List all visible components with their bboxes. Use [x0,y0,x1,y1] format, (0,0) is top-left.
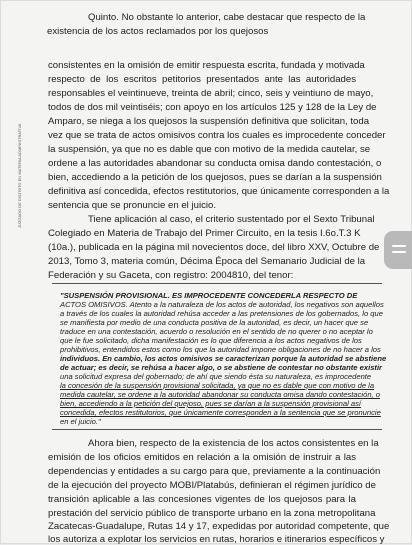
quote-top-rule [52,283,382,284]
text-line: (10a.), publicada en la página mil novecientos doce, del libro XXV, Octubre de [48,242,380,253]
text-line: emisión de los oficios emitidos en relación a la omisión de instruir a las [48,452,356,463]
quote-line: medida cautelar, se ordene a la autoridad abandonar su conducta omisa dando contestación, o [60,390,381,399]
quote-line: en el juicio." [60,417,101,426]
text-line: la suspensión, ya que no es dable que con motivo de la medida cautelar, se [48,144,371,155]
text-line: vez que se trata de actos omisivos contra los cuales es improcedente conceder [48,130,386,141]
quote-bottom-rule [52,429,382,430]
handle-grip-icon [392,251,406,253]
text-line: de la ejecución del proyecto MOBI/Platabús, definieran el régimen jurídico de [48,480,376,491]
text-line: sentencia que se pronuncie en el juicio. [48,200,217,211]
side-stamp: JUZGADO DE DISTRITO EN MATERIA ADMINISTRATIVA [17,123,22,228]
quote-line: traduce en una contestación, acuerdo o resolución en el sentido de no querer o no aceptar lo [60,327,373,336]
quote-line: concedida, efectos restitutorios, que únicamente corresponden a la sentencia que se pronuncie [60,408,381,417]
text-line: todos de dos mil veintiséis; con apoyo en los artículos 125 y 128 de la Ley de [48,102,377,113]
text-line: consistentes en la omisión de emitir respuesta escrita, fundada y motivada [48,60,365,71]
quote-line: se manifiesta por medio de una conducta positiva de la autoridad, es decir, un hacer que se [60,318,369,327]
handle-grip-icon [392,245,406,247]
text-line: existencia de los actos reclamados por los quejosos [47,26,269,37]
text-line: bien, accediendo a la petición de los quejosos, pues se darían a la suspensión [48,172,382,183]
text-line: 2013, Tomo 3, materia común, Décima Época del Semanario Judicial de la [48,256,366,267]
text-line: respecto de los escritos petitorios presentados ante las autoridades [48,74,356,85]
text-line: Colegiado en Materia de Trabajo del Primer Circuito, en la tesis I.6o.T.3 K [48,228,361,239]
quote-line: una solicitud expresa del gobernado; de ahí que siendo ésta su naturaleza, es improcedente [60,372,372,381]
text-line: Zacatecas-Guadalupe, Rutas 14 y 17, expedidas por autoridad competente, que [48,521,390,532]
quote-line: bien, accediendo a la petición del quejoso, pues se darían a la suspensión provisional así [60,399,361,408]
text-line: transición aplicable a las concesiones vigentes de los quejosos para la [48,494,356,505]
text-line: definitiva así concedida, efectos restitutorios, que únicamente corresponden a la [48,186,390,197]
quote-line: que le fue solicitado, dicha manifestación es lo que diferencia a los actos negativos de los [60,336,362,345]
text-line: Amparo, se niega a los quejosos la suspensión definitiva que solicitan, toda [48,116,370,127]
quote-line: de actuar; es decir, se rehúsa a hacer algo, o se abstiene de contestar no obstante existir [60,363,383,372]
text-line: Tiene aplicación al caso, el criterio sustentado por el Sexto Tribunal [88,214,375,225]
text-line: Federación y su Gaceta, con registro: 2004810, del tenor: [48,270,294,281]
text-line: responsables el veintinueve, treinta de abril; cinco, seis y veintiuno de mayo, [48,88,374,99]
quote-line: individuos. En cambio, los actos omisivos se caracterizan porque la autoridad se abstiene [60,354,387,363]
quote-line: la concesión de la suspensión provisional solicitada, ya que no es dable que con motivo de la [60,381,375,390]
quote-line: "SUSPENSIÓN PROVISIONAL. ES IMPROCEDENTE CONCEDERLA RESPECTO DE [60,291,358,300]
page-drag-handle[interactable] [384,231,412,269]
text-line: prestación del servicio público de transporte urbano en la zona metropolitana [48,508,376,519]
text-line: los autoriza a explotar los servicios en rutas, horarios e itinerarios específicos y [48,534,385,545]
text-line: dependencias y entidades a su cargo para que, previamente a la continuación [48,466,381,477]
text-line: Quinto. No obstante lo anterior, cabe destacar que respecto de la [88,12,366,23]
text-line: Ahora bien, respecto de la existencia de los actos consistentes en la [88,438,379,449]
text-line: ordene a las autoridades abandonar su conducta omisa dando contestación, o [48,158,382,169]
quote-line: ACTOS OMISIVOS. Atento a la naturaleza de los actos de autoridad, los negativos son aquellos [60,300,384,309]
quote-line: prohibitivos, entendidos estos como los que la autoridad impone obligaciones de no hacer a los [60,345,381,354]
quote-line: a través de los cuales la autoridad rehúsa acceder a las pretensiones de los gobernados, lo que [60,309,383,318]
